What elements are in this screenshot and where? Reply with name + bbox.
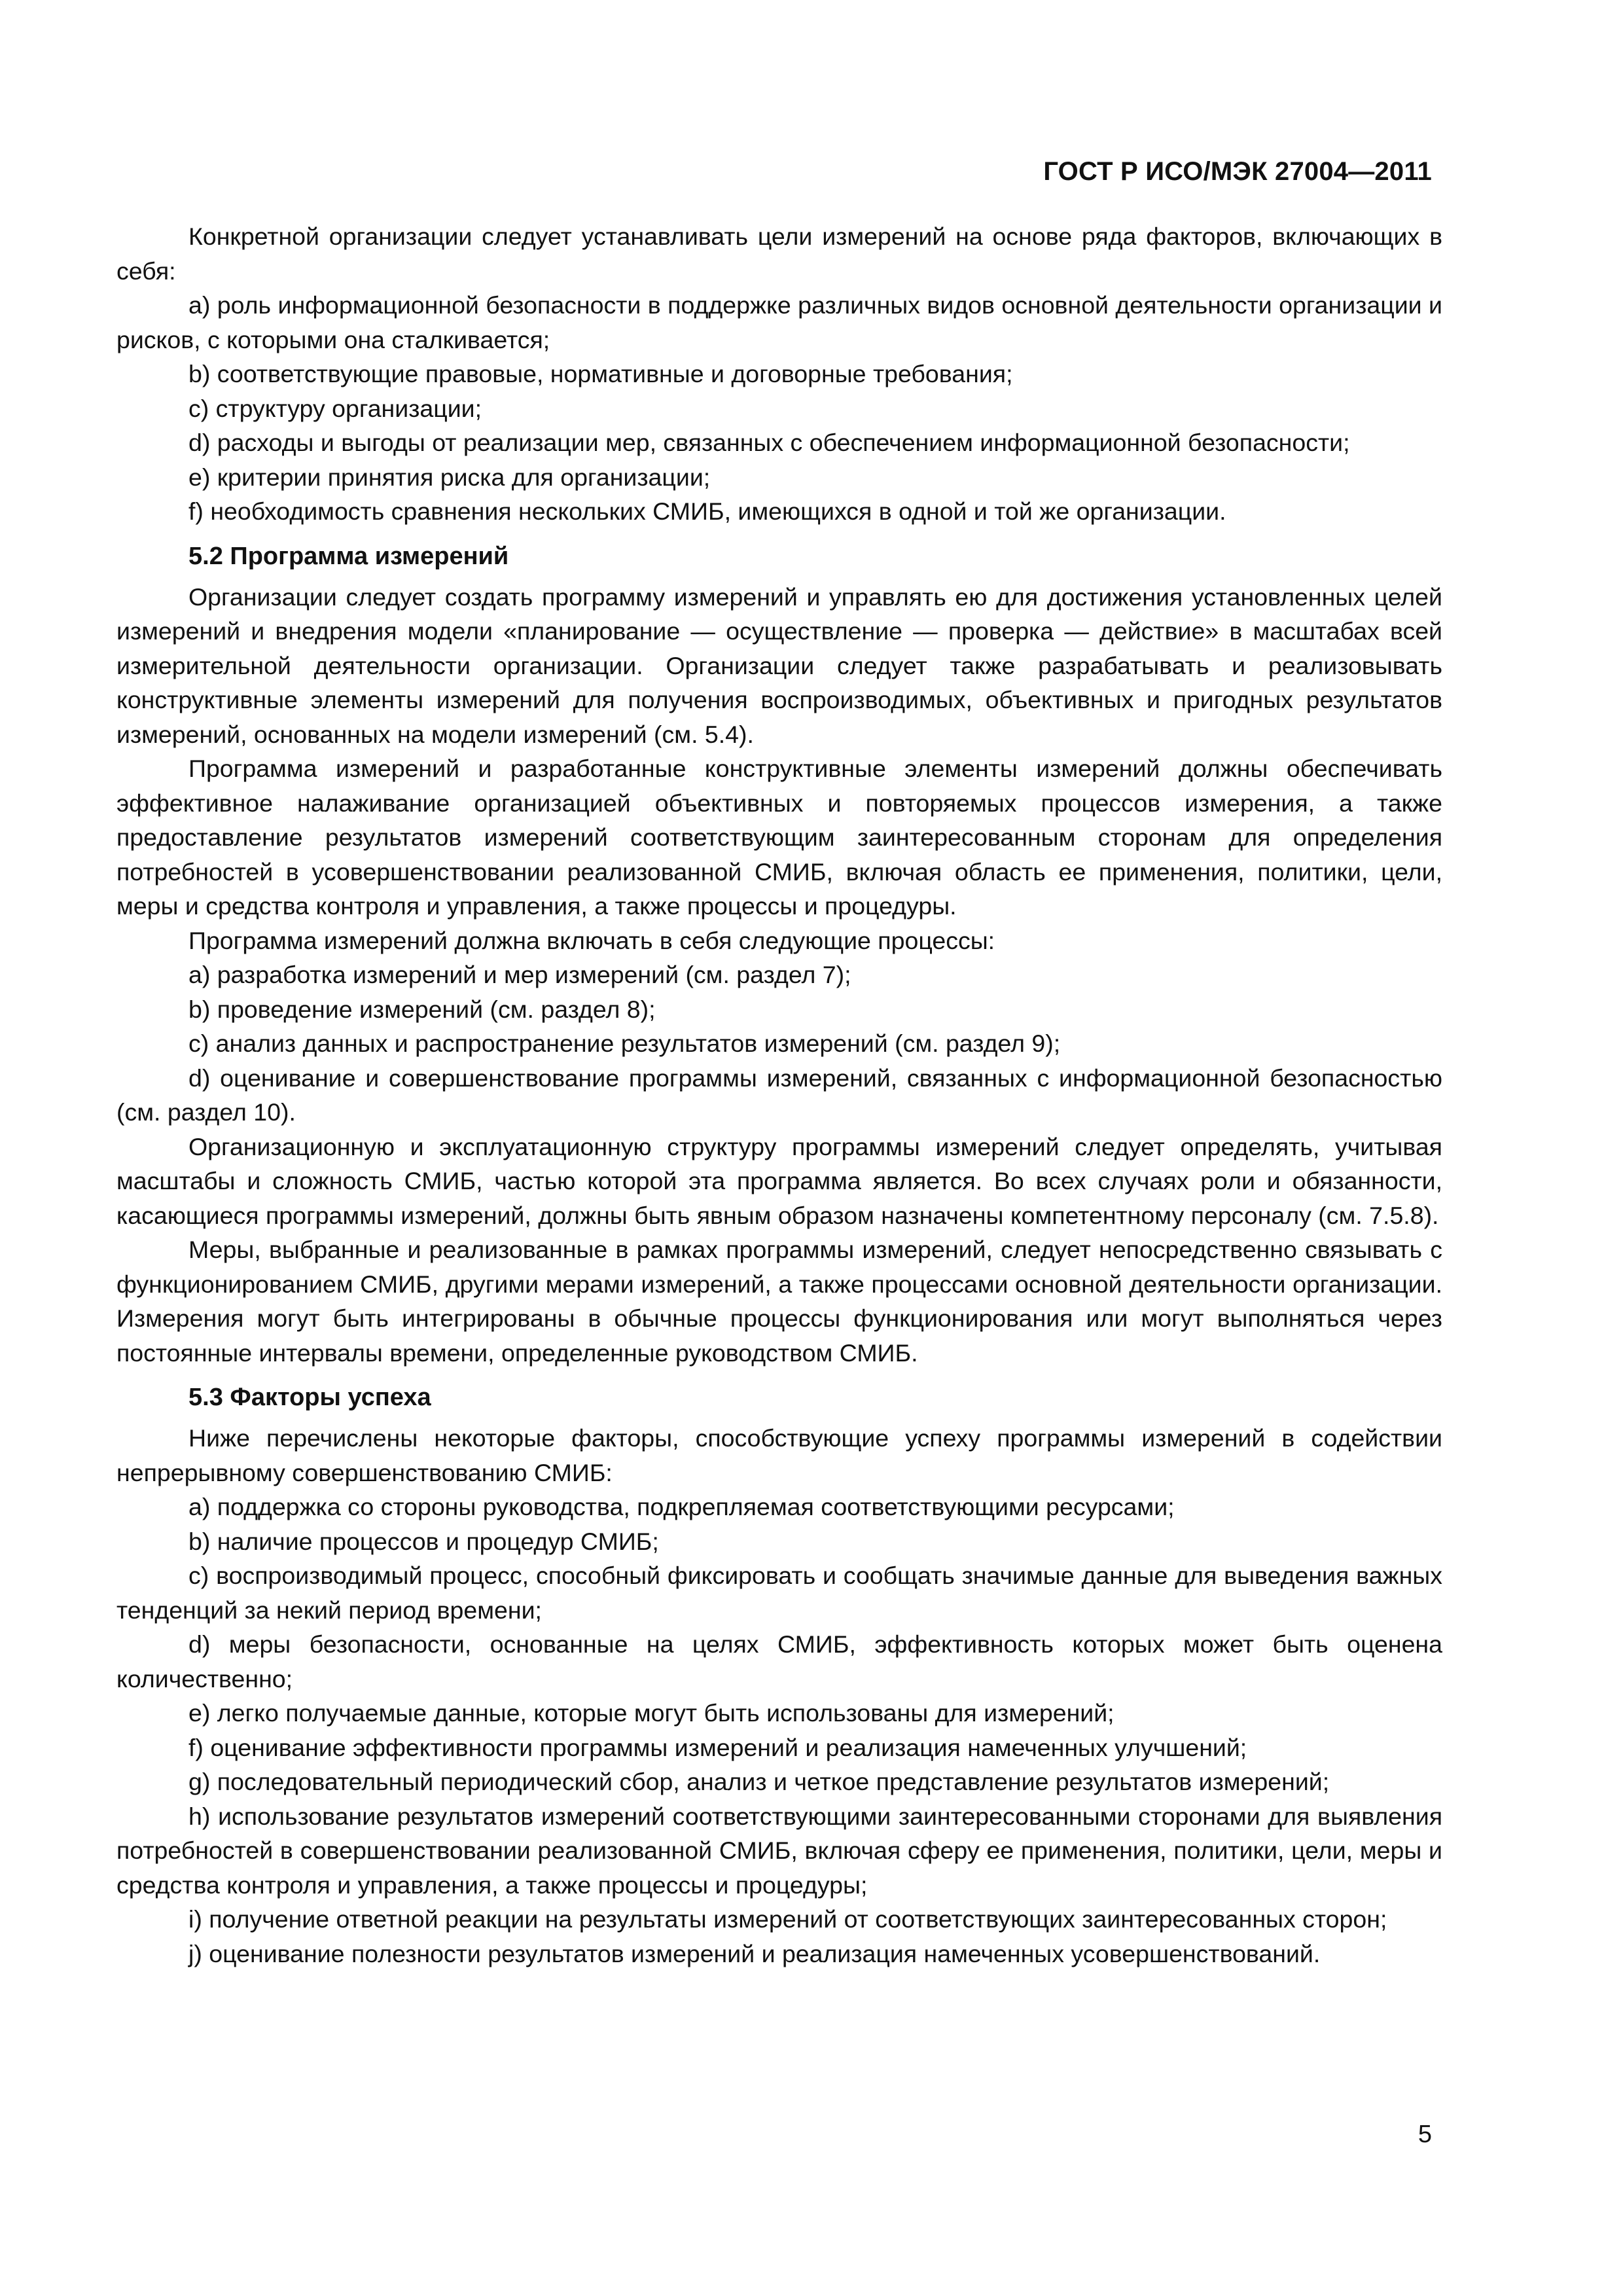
intro-list-item: a) роль информационной безопасности в поддержке различных видов основной деятельности организации и рисков, с которыми она сталкивается; bbox=[116, 291, 1442, 353]
list-item: b) наличие процессов и процедур СМИБ; bbox=[188, 1527, 659, 1555]
list-item: a) поддержка со стороны руководства, подкрепляемая соответствующими ресурсами; bbox=[188, 1493, 1175, 1520]
intro-list-item: c) структуру организации; bbox=[188, 394, 482, 422]
body-paragraph: Организационную и эксплуатационную структуру программы измерений следует определять, учитывая масштабы и сложность СМИБ, частью которой эта программа является. Во всех случаях роли и обязанности, касающиеся программы измерений, должны быть явным образом назначены компетентному персоналу (см. 7.5.8). bbox=[116, 1132, 1442, 1229]
body-paragraph: Организации следует создать программу измерений и управлять ею для достижения установленных целей измерений и внедрения модели «планирование — осуществление — проверка — действие» в масштабах всей измерительной деятельности организации. Организации следует также разрабатывать и реализовывать конструктивные элементы измерений для получения воспроизводимых, объективных и пригодных результатов измерений, основанных на модели измерений (см. 5.4). bbox=[116, 583, 1442, 748]
list-item: i) получение ответной реакции на результаты измерений от соответствующих заинтересованных сторон; bbox=[188, 1905, 1387, 1933]
intro-paragraph: Конкретной организации следует устанавливать цели измерений на основе ряда факторов, включающих в себя: bbox=[116, 223, 1442, 285]
list-item: d) оценивание и совершенствование программы измерений, связанных с информационной безопасностью (см. раздел 10). bbox=[116, 1064, 1442, 1126]
list-item: c) анализ данных и распространение результатов измерений (см. раздел 9); bbox=[188, 1030, 1061, 1057]
list-item: g) последовательный периодический сбор, анализ и четкое представление результатов измерений; bbox=[188, 1768, 1330, 1795]
intro-list-item: d) расходы и выгоды от реализации мер, связанных с обеспечением информационной безопасности; bbox=[188, 429, 1350, 456]
intro-list-item: e) критерии принятия риска для организации; bbox=[188, 463, 711, 491]
list-item: h) использование результатов измерений соответствующими заинтересованными сторонами для выявления потребностей в совершенствовании реализованной СМИБ, включая сферу ее применения, политики, цели, меры и средства контроля и управления, а также процессы и процедуры; bbox=[116, 1802, 1442, 1899]
list-item: a) разработка измерений и мер измерений (см. раздел 7); bbox=[188, 961, 851, 988]
list-item: f) оценивание эффективности программы измерений и реализация намеченных улучшений; bbox=[188, 1733, 1247, 1761]
intro-list-item: f) необходимость сравнения нескольких СМИБ, имеющихся в одной и той же организации. bbox=[188, 497, 1226, 525]
intro-list-item: b) соответствующие правовые, нормативные и договорные требования; bbox=[188, 360, 1013, 387]
body-paragraph: Ниже перечислены некоторые факторы, способствующие успеху программы измерений в содействии непрерывному совершенствованию СМИБ: bbox=[116, 1424, 1442, 1486]
section-heading: 5.3 Факторы успеха bbox=[188, 1384, 431, 1411]
section-heading: 5.2 Программа измерений bbox=[188, 542, 509, 570]
document-header: ГОСТ Р ИСО/МЭК 27004—2011 bbox=[1043, 157, 1432, 186]
list-item: b) проведение измерений (см. раздел 8); bbox=[188, 995, 656, 1023]
body-paragraph: Меры, выбранные и реализованные в рамках программы измерений, следует непосредственно связывать с функционированием СМИБ, другими мерами измерений, а также процессами основной деятельности организации. Измерения могут быть интегрированы в обычные процессы функционирования или могут выполняться через постоянные интервалы времени, определенные руководством СМИБ. bbox=[116, 1236, 1442, 1367]
page-number: 5 bbox=[1418, 2121, 1432, 2148]
list-item: e) легко получаемые данные, которые могут быть использованы для измерений; bbox=[188, 1699, 1115, 1727]
list-item: c) воспроизводимый процесс, способный фиксировать и сообщать значимые данные для выведения важных тенденций за некий период времени; bbox=[116, 1562, 1442, 1624]
page-content bbox=[116, 219, 1442, 1971]
body-paragraph: Программа измерений должна включать в себя следующие процессы: bbox=[188, 926, 995, 954]
list-item: d) меры безопасности, основанные на целях СМИБ, эффективность которых может быть оценена количественно; bbox=[116, 1630, 1442, 1693]
body-paragraph: Программа измерений и разработанные конструктивные элементы измерений должны обеспечивать эффективное налаживание организацией объективных и повторяемых процессов измерения, а также предоставление результатов измерений соответствующим заинтересованным сторонам для определения потребностей в усовершенствовании реализованной СМИБ, включая область ее применения, политики, цели, меры и средства контроля и управления, а также процессы и процедуры. bbox=[116, 755, 1442, 920]
list-item: j) оценивание полезности результатов измерений и реализация намеченных усовершенствований. bbox=[188, 1939, 1321, 1967]
